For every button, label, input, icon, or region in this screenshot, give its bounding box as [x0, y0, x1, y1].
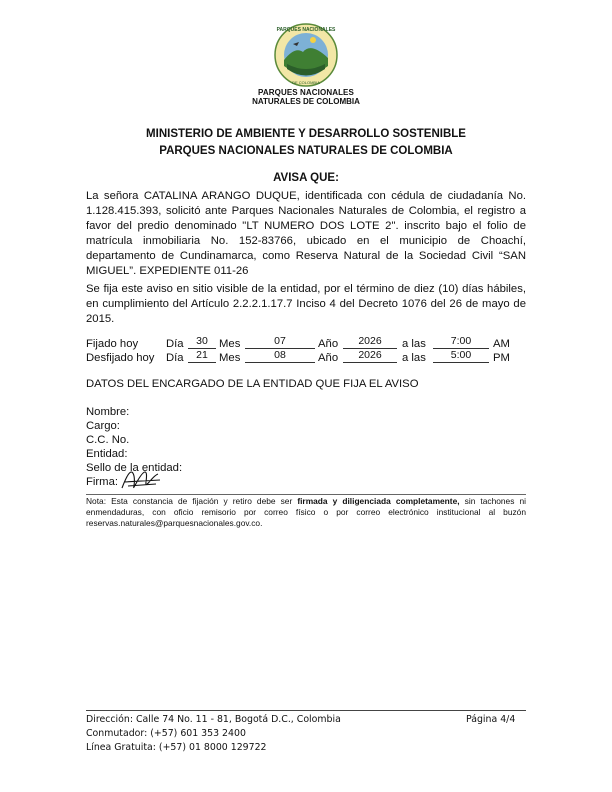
fijado-ampm: AM [493, 338, 510, 350]
nombre-label: Nombre: [86, 406, 130, 418]
note-suffix: sin tachones ni enmendaduras, con oficio remisorio por correo físico o por correo electrónico institucional al buzón reservas.naturales@parquesnacionales.gov.co. [86, 496, 526, 528]
desfijado-anio-label: Año [318, 352, 339, 364]
note-prefix: Nota: Esta constancia de fijación y retiro debe ser [86, 496, 298, 506]
page-number: Página 4/4 [466, 714, 516, 725]
org-name-line2: NATURALES DE COLOMBIA [252, 97, 360, 106]
footer-divider [86, 710, 526, 711]
footer-linea: Línea Gratuita: (+57) 01 8000 129722 [86, 742, 267, 753]
desfijado-hora-field[interactable]: 5:00 [433, 348, 489, 363]
footer-direccion: Dirección: Calle 74 No. 11 - 81, Bogotá D.C., Colombia [86, 714, 341, 725]
fijado-label: Fijado hoy [86, 338, 139, 350]
fijado-hora-field[interactable]: 7:00 [433, 334, 489, 349]
entidad-label: Entidad: [86, 448, 128, 460]
fijado-mes-field[interactable]: 07 [245, 334, 315, 349]
note-bold: firmada y diligenciada completamente, [297, 496, 460, 506]
fijado-anio-field[interactable]: 2026 [343, 334, 397, 349]
title-parques: PARQUES NACIONALES NATURALES DE COLOMBIA [159, 145, 453, 157]
seal-text-bottom: DE COLOMBIA [292, 80, 320, 85]
seal-text-top: PARQUES NACIONALES [276, 27, 336, 33]
desfijado-dia-label: Día [166, 352, 184, 364]
cc-label: C.C. No. [86, 434, 130, 446]
fijado-dia-label: Día [166, 338, 184, 350]
parques-nacionales-logo-icon [273, 22, 339, 88]
desfijado-mes-label: Mes [219, 352, 241, 364]
fijado-anio-label: Año [318, 338, 339, 350]
desfijado-hora-label: a las [402, 352, 426, 364]
firma-label: Firma: [86, 476, 119, 488]
title-avisa: AVISA QUE: [273, 172, 339, 184]
encargado-title: DATOS DEL ENCARGADO DE LA ENTIDAD QUE FIJA EL AVISO [86, 378, 419, 390]
desfijado-dia-field[interactable]: 21 [188, 348, 216, 363]
cargo-label: Cargo: [86, 420, 120, 432]
note-divider [86, 494, 526, 495]
desfijado-ampm: PM [493, 352, 510, 364]
desfijado-label: Desfijado hoy [86, 352, 155, 364]
title-ministerio: MINISTERIO DE AMBIENTE Y DESARROLLO SOSTENIBLE [146, 128, 466, 140]
desfijado-anio-field[interactable]: 2026 [343, 348, 397, 363]
desfijado-mes-field[interactable]: 08 [245, 348, 315, 363]
paragraph-fijacion: Se fija este aviso en sitio visible de la entidad, por el término de diez (10) días hábiles, en cumplimiento del Artículo 2.2.2.1.17.7 Inciso 4 del Decreto 1076 del 26 de mayo de 2015. [86, 283, 526, 325]
fijado-mes-label: Mes [219, 338, 241, 350]
paragraph-solicitud: La señora CATALINA ARANGO DUQUE, identificada con cédula de ciudadanía No. 1.128.415.393, solicitó ante Parques Nacionales Naturales de Colombia, el registro a favor del predio denominado "LT NUMERO DOS LOTE 2". inscrito bajo el folio de matrícula inmobiliaria No. 152-83766, ubicado en el municipio de Choachí, departamento de Cundinamarca, como Reserva Natural de la Sociedad Civil “SAN MIGUEL”. EXPEDIENTE 011-26 [86, 190, 526, 277]
fijado-dia-field[interactable]: 30 [188, 334, 216, 349]
org-name-line1: PARQUES NACIONALES [258, 88, 354, 97]
signature-icon [118, 466, 164, 496]
footer-conmutador: Conmutador: (+57) 601 353 2400 [86, 728, 246, 739]
sello-label: Sello de la entidad: [86, 462, 183, 474]
note-text [86, 496, 526, 529]
fijado-hora-label: a las [402, 338, 426, 350]
